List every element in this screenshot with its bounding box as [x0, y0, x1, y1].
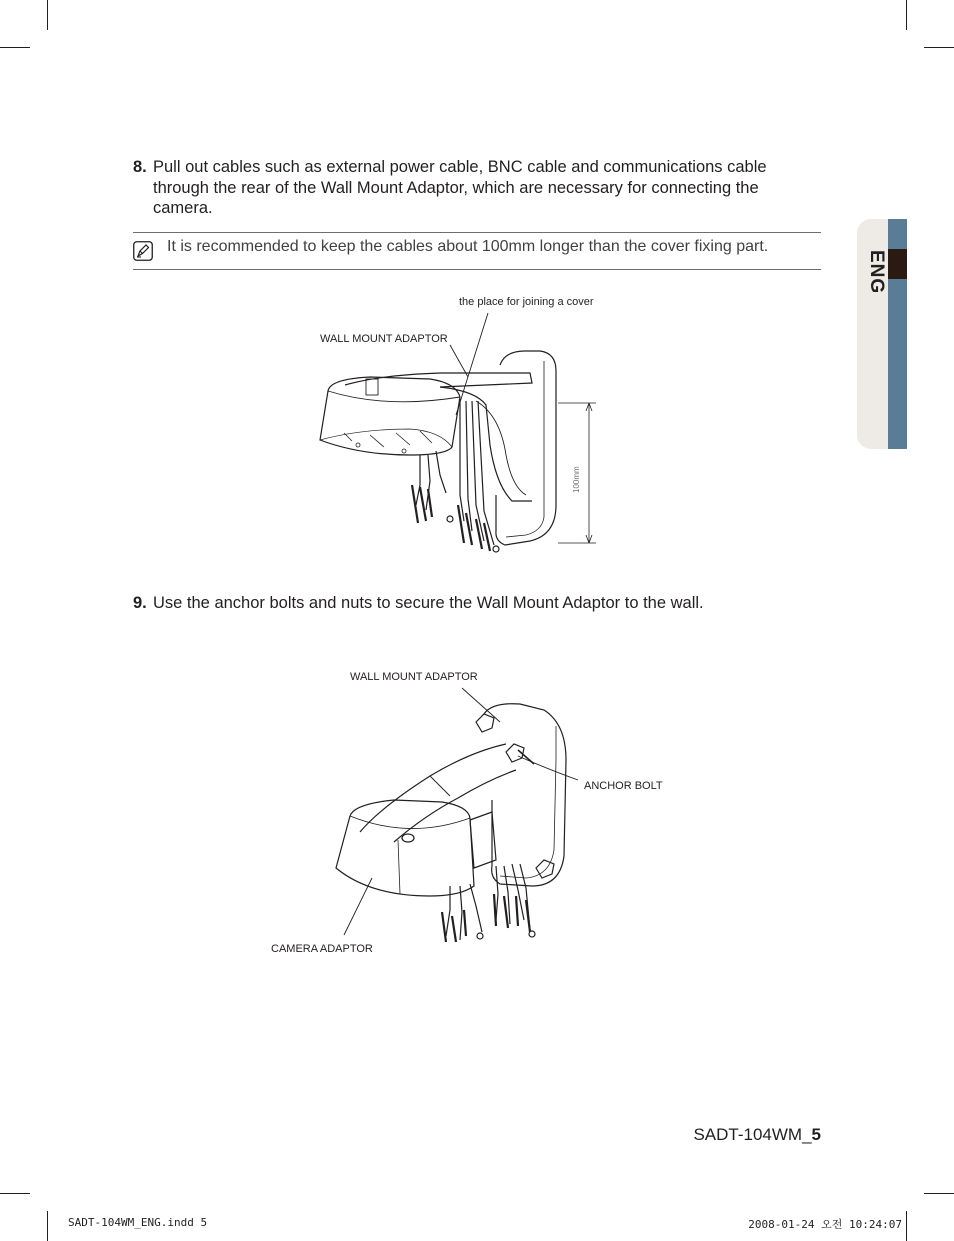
language-tab [857, 219, 907, 449]
crop-mark [47, 1211, 48, 1241]
figure-wall-mount-cables [300, 305, 620, 565]
callout-wall-mount-adaptor: WALL MOUNT ADAPTOR [350, 671, 478, 683]
step-9 [133, 593, 803, 614]
language-tab-label: ENG [866, 249, 887, 295]
callout-camera-adaptor: CAMERA ADAPTOR [271, 943, 373, 955]
figure-anchor-bolts [320, 680, 620, 955]
step-number: 8. [133, 158, 147, 176]
slug-date: 2008-01-24 오전 10:24:07 [748, 1218, 902, 1231]
callout-cover-joint: the place for joining a cover [459, 296, 594, 308]
callout-anchor-bolt: ANCHOR BOLT [584, 780, 663, 792]
crop-mark [906, 0, 907, 30]
slug-file: SADT-104WM_ENG.indd 5 [68, 1216, 208, 1229]
note-box [133, 232, 821, 270]
crop-mark [0, 47, 30, 48]
callout-wall-mount-adaptor: WALL MOUNT ADAPTOR [320, 333, 448, 345]
crop-mark [47, 0, 48, 30]
page-footer [693, 1125, 821, 1145]
crop-mark [906, 1211, 907, 1241]
step-number: 9. [133, 594, 147, 612]
crop-mark [924, 1193, 954, 1194]
model-name: SADT-104WM_ [693, 1125, 812, 1144]
crop-mark [924, 47, 954, 48]
step-8 [133, 157, 803, 219]
dimension-label: 100mm [572, 466, 581, 493]
note-text: It is recommended to keep the cables about 100mm longer than the cover fixing part. [167, 238, 769, 255]
step-text: Pull out cables such as external power cable, BNC cable and communications cable through the rear of the Wall Mount Adaptor, which are necessary for connecting the camera. [153, 158, 767, 217]
note-pencil-icon [133, 241, 153, 261]
crop-mark [0, 1193, 30, 1194]
page-number: 5 [811, 1125, 821, 1144]
step-text: Use the anchor bolts and nuts to secure the Wall Mount Adaptor to the wall. [153, 594, 704, 612]
